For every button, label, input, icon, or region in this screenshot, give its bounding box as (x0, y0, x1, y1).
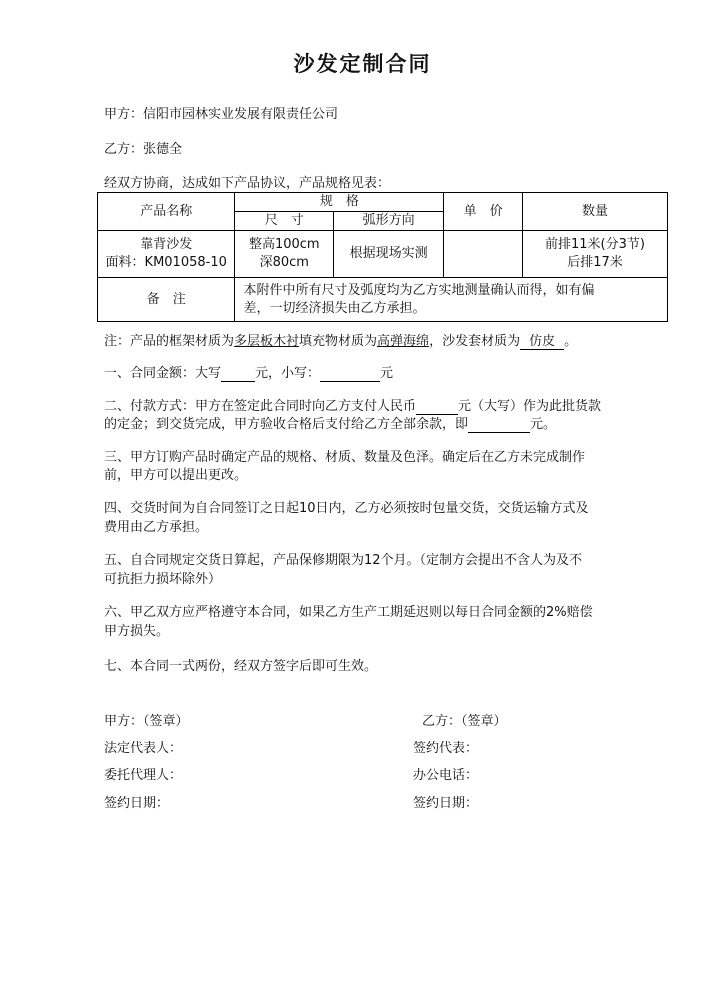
header-quantity: 数量 (522, 193, 667, 231)
clause-2-text: 二、付款方式：甲方在签定此合同时向乙方支付人民币 (104, 399, 417, 414)
note-content (235, 278, 668, 322)
material-note-text: 填充物材质为 (299, 334, 378, 349)
note-label: 备 注 (98, 278, 235, 322)
material-note-text: ，沙发套材质为 (429, 334, 521, 349)
cell-size (235, 231, 334, 278)
note-text-line1: 本附件中所有尺寸及弧度均为乙方实地测量确认而得，如有偏 (243, 282, 595, 298)
party-b-sign-date: 签约日期： (413, 796, 479, 811)
party-b-seal: 乙方：（签章） (422, 714, 507, 729)
product-name: 靠背沙发 (140, 237, 193, 252)
clause-4-line1: 四、交货时间为自合同签订之日起10日内，乙方必须按时包量交货，交货运输方式及 (104, 501, 589, 516)
product-spec-table (97, 192, 668, 322)
party-b: 乙方：张德全 (104, 142, 183, 157)
clause-1-text: 元 (380, 366, 394, 381)
clause-3-line2: 前，甲方可以提出更改。 (104, 468, 248, 483)
document-title: 沙发定制合同 (293, 52, 432, 76)
legal-representative: 法定代表人： (104, 741, 183, 756)
amount-words-blank (221, 366, 255, 382)
material-note-text: 注：产品的框架材质为 (104, 334, 235, 349)
signing-representative: 签约代表： (413, 741, 479, 756)
clause-5-line2: 可抗拒力损坏除外） (104, 572, 222, 587)
header-price: 单 价 (444, 193, 523, 231)
clause-2-line2 (104, 413, 556, 433)
quantity-back: 后排17米 (567, 255, 623, 270)
header-spec: 规 格 (235, 193, 444, 212)
clause-4-line2: 费用由乙方承担。 (104, 520, 209, 535)
cell-product (98, 231, 235, 278)
header-product-name: 产品名称 (98, 193, 235, 231)
clause-2-line1 (104, 395, 601, 415)
clause-1 (104, 362, 393, 382)
header-arc-direction: 弧形方向 (334, 212, 444, 231)
clause-2-text: 元（大写）作为此批货款 (458, 399, 602, 414)
intro-text: 经双方协商，达成如下产品协议，产品规格见表： (104, 176, 391, 191)
clause-6-line2: 甲方损失。 (104, 624, 170, 639)
cell-quantity (522, 231, 667, 278)
quantity-front: 前排11米(分3节) (544, 237, 645, 252)
cell-arc: 根据现场实测 (334, 231, 444, 278)
authorized-agent: 委托代理人： (104, 768, 183, 783)
amount-number-blank (320, 366, 380, 382)
party-a: 甲方：信阳市园林实业发展有限责任公司 (104, 107, 339, 122)
party-a-seal: 甲方：（签章） (104, 714, 189, 729)
note-text-line2: 差，一切经济损失由乙方承担。 (243, 300, 426, 316)
party-a-sign-date: 签约日期： (104, 796, 170, 811)
material-note (104, 330, 577, 350)
table-row (98, 231, 668, 278)
clause-3-line1: 三、甲方订购产品时确定产品的规格、材质、数量及色泽。确定后在乙方未完成制作 (104, 450, 586, 465)
clause-5-line1: 五、自合同规定交货日算起，产品保修期限为12个月。（定制方会提出不含人为及不 (104, 553, 583, 568)
size-depth: 深80cm (259, 255, 309, 270)
clause-2-text: 元。 (530, 417, 557, 432)
table-row (98, 278, 668, 322)
cover-material: 仿皮 (520, 330, 564, 350)
balance-blank (468, 417, 530, 433)
header-size: 尺 寸 (235, 212, 334, 231)
cell-price (444, 231, 523, 278)
size-height: 整高100cm (248, 237, 320, 252)
product-fabric: 面料：KM01058-10 (105, 255, 227, 270)
material-note-text: 。 (564, 334, 578, 349)
clause-7: 七、本合同一式两份，经双方签字后即可生效。 (104, 659, 378, 674)
clause-1-text: 一、合同金额：大写 (104, 366, 222, 381)
frame-material: 多层板木衬 (234, 334, 300, 349)
office-phone: 办公电话： (413, 768, 479, 783)
clause-1-text: 元，小写： (255, 366, 321, 381)
clause-6-line1: 六、甲乙双方应严格遵守本合同，如果乙方生产工期延迟则以每日合同金额的2%赔偿 (104, 605, 593, 620)
filling-material: 高弹海绵 (377, 334, 430, 349)
clause-2-text: 的定金；到交货完成，甲方验收合格后支付给乙方全部余款，即 (104, 417, 469, 432)
